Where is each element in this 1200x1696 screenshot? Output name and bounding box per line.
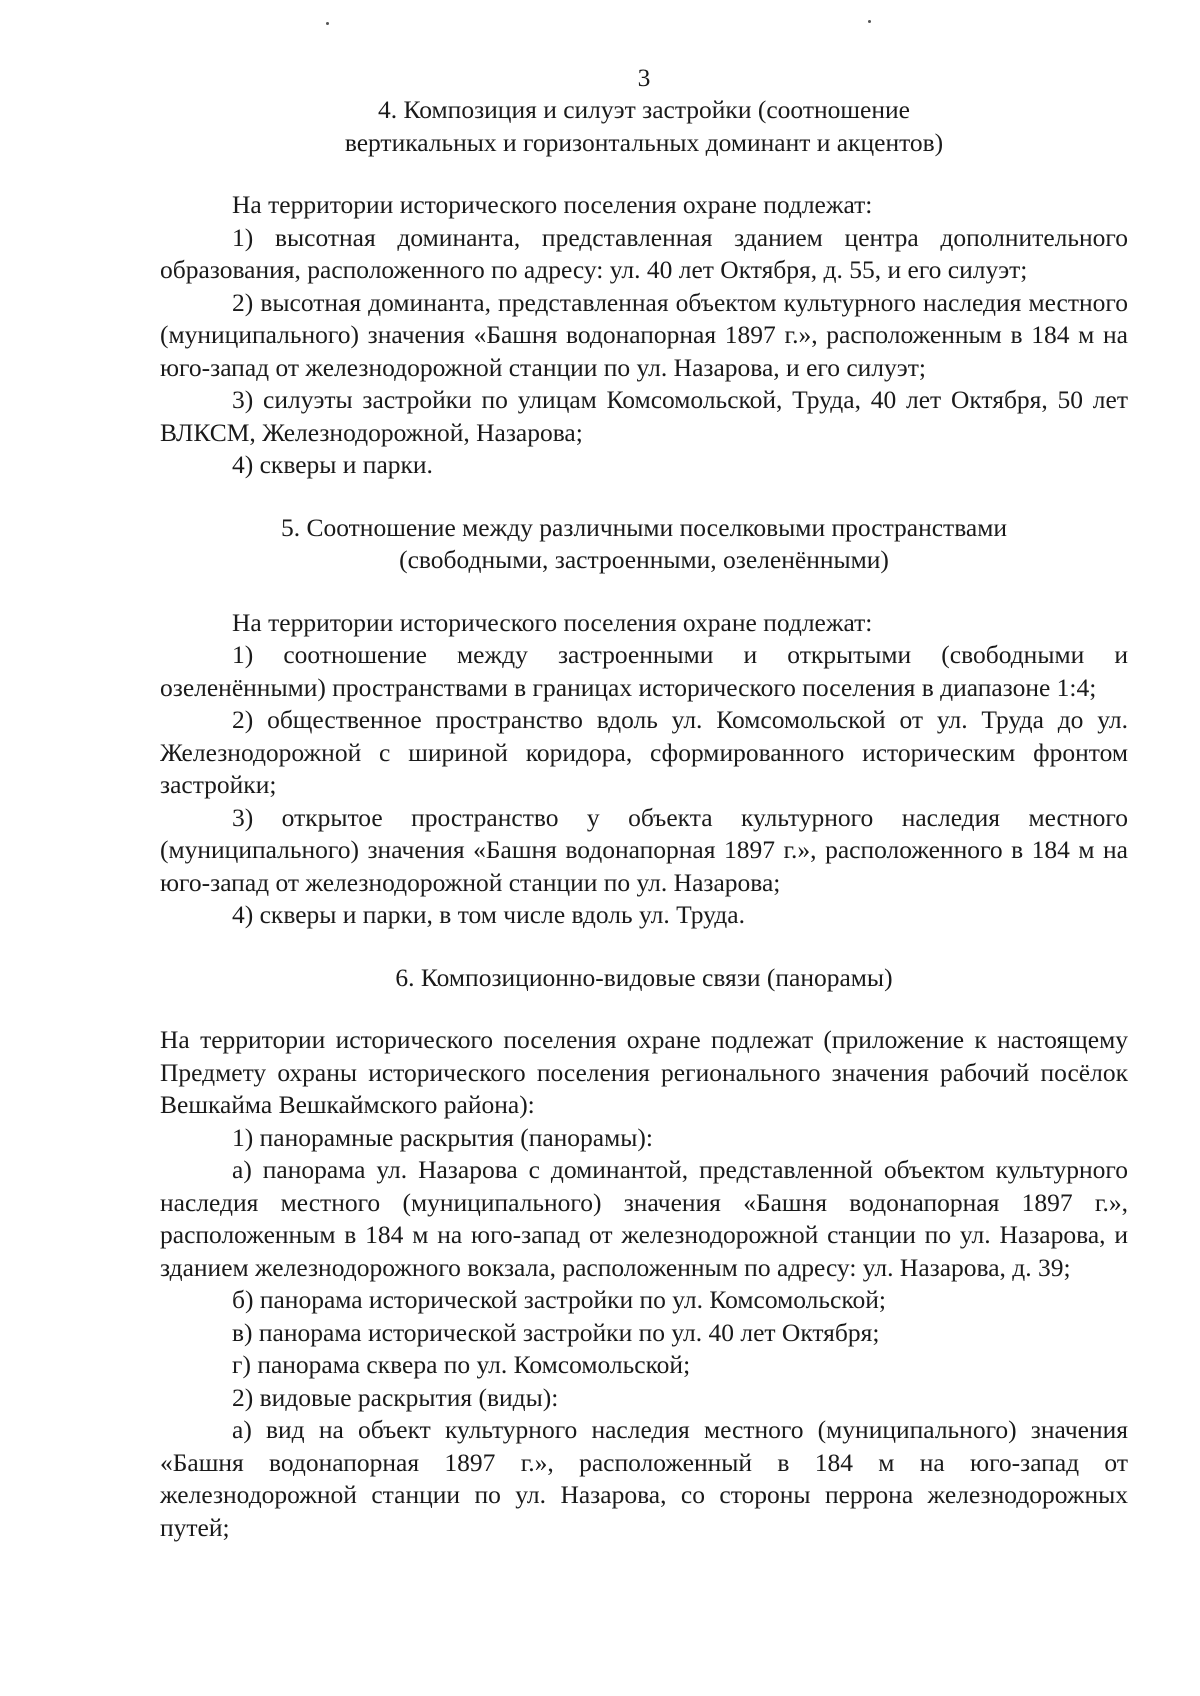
section-4-title-line1: 4. Композиция и силуэт застройки (соотношение (378, 95, 910, 124)
section-4-item-3: 3) силуэты застройки по улицам Комсомольской, Труда, 40 лет Октября, 50 лет ВЛКСМ, Железнодорожной, Назарова; (160, 385, 1128, 447)
section-4-intro: На территории исторического поселения охране подлежат: (232, 190, 873, 219)
section-6-heading (160, 962, 1128, 995)
section-5-item-2: 2) общественное пространство вдоль ул. Комсомольской от ул. Труда до ул. Железнодорожной с шириной коридора, сформированного историческим фронтом застройки; (160, 705, 1128, 799)
section-6-item-1-d: г) панорама сквера по ул. Комсомольской; (232, 1350, 691, 1379)
section-5-intro: На территории исторического поселения охране подлежат: (232, 607, 873, 637)
section-6-item-2: 2) видовые раскрытия (виды): (232, 1382, 559, 1412)
section-4-item-1: 1) высотная доминанта, представленная зданием центра дополнительного образования, расположенного по адресу: ул. 40 лет Октября, д. 55, и его силуэт; (160, 222, 1128, 284)
section-5-item-3: 3) открытое пространство у объекта культурного наследия местного (муниципального) значения «Башня водонапорная 1897 г.», расположенного в 184 м на юго-запад от железнодорожной станции по ул. Назарова; (160, 802, 1128, 897)
section-4-item-2: 2) высотная доминанта, представленная объектом культурного наследия местного (муниципального) значения «Башня водонапорная 1897 г.», расположенным в 184 м на юго-запад от железнодорожной станции по ул. Назарова, и его силуэт; (160, 287, 1128, 382)
section-6-item-1-a: а) панорама ул. Назарова с доминантой, представленной объектом культурного наследия местного (муниципального) значения «Башня водонапорная 1897 г.», расположенным в 184 м на юго-запад от железнодорожной станции по ул. Назарова, и зданием железнодорожного вокзала, расположенным по адресу: ул. Назарова, д. 39; (160, 1155, 1128, 1282)
section-6-item-1-b: б) панорама исторической застройки по ул. Комсомольской; (232, 1285, 886, 1314)
section-4-title-line2: вертикальных и горизонтальных доминант и акцентов) (344, 127, 944, 157)
section-4-heading (160, 94, 1128, 159)
section-5-title-line1: 5. Соотношение между различными поселковыми пространствами (280, 512, 1007, 542)
section-6-item-1-c: в) панорама исторической застройки по ул. 40 лет Октября; (232, 1317, 880, 1347)
section-4-item-4: 4) скверы и парки. (232, 450, 433, 479)
section-6-intro: На территории исторического поселения охране подлежат (приложение к настоящему Предмету охраны исторического поселения регионального значения рабочий посёлок Вешкайма Вешкаймского района): (160, 1025, 1128, 1119)
section-5-title-line2: (свободными, застроенными, озеленёнными) (399, 545, 889, 574)
section-5-item-4: 4) скверы и парки, в том числе вдоль ул. Труда. (232, 900, 745, 929)
scan-dot (868, 20, 871, 23)
section-6-title: 6. Композиционно-видовые связи (панорамы) (395, 962, 893, 992)
document-page (160, 62, 1128, 1544)
section-5-heading (160, 512, 1128, 577)
page-number: 3 (637, 63, 651, 92)
scan-dot (326, 22, 329, 25)
section-5-item-1: 1) соотношение между застроенными и открытыми (свободными и озеленёнными) пространствами в границах исторического поселения в диапазоне 1:4; (160, 640, 1128, 702)
section-6-item-2-a: а) вид на объект культурного наследия местного (муниципального) значения «Башня водонапорная 1897 г.», расположенный в 184 м на юго-запад от железнодорожной станции по ул. Назарова, со стороны перрона железнодорожных путей; (160, 1415, 1128, 1542)
section-6-item-1: 1) панорамные раскрытия (панорамы): (232, 1122, 653, 1152)
